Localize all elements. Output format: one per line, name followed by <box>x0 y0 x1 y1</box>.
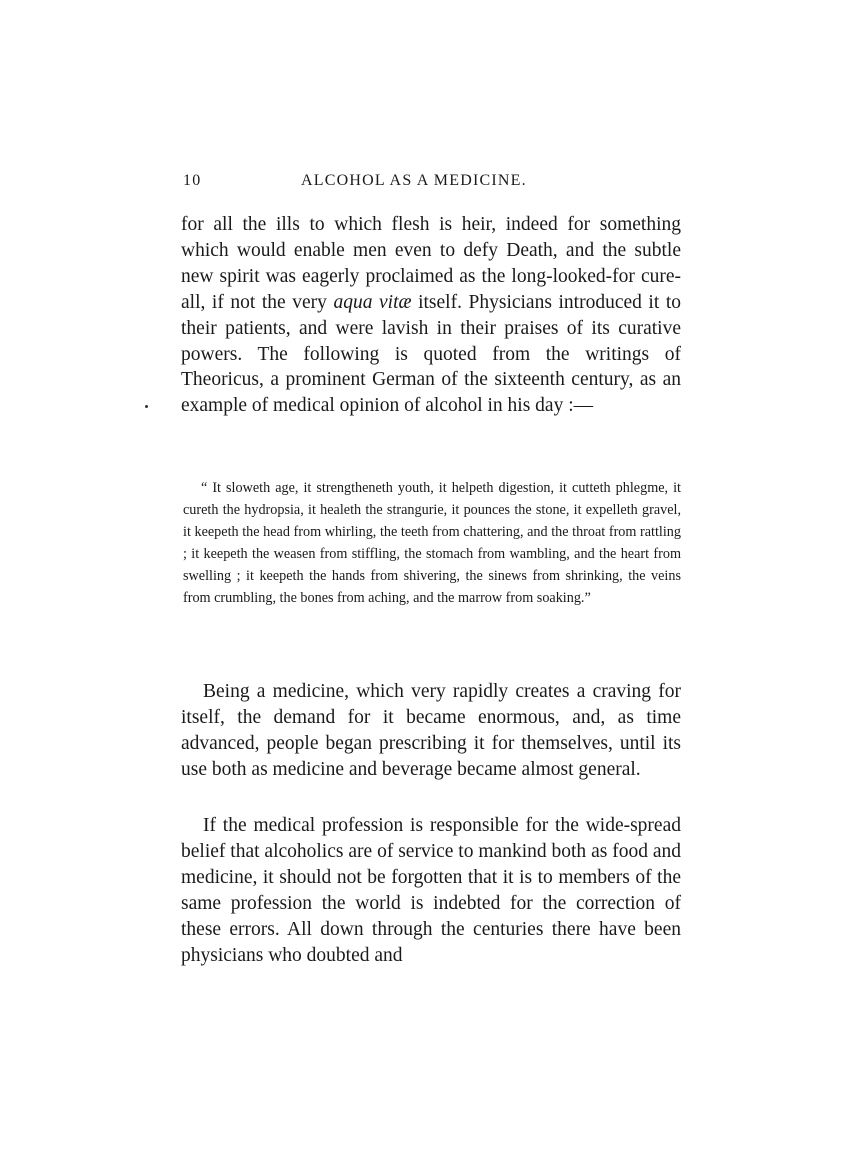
block-quote: “ It sloweth age, it strengtheneth youth, it helpeth digestion, it cutteth phlegme, it cureth the hydropsia, it healeth the strangurie, it pounces the stone, it expelleth gravel, it keepeth the head from whirling, the teeth from chattering, and the throat from rattling ; it keepeth the weasen from stiffling, the stomach from wambling, and the heart from swelling ; it keepeth the hands from shivering, the sinews from shrinking, the veins from crumbling, the bones from aching, and the marrow from soaking.” <box>183 480 681 606</box>
paragraph-continued <box>181 212 681 419</box>
page-number: 10 <box>183 172 202 189</box>
margin-mark <box>145 405 148 408</box>
running-title: ALCOHOL AS A MEDICINE. <box>301 172 527 189</box>
paragraph-text-start: for all the ills to which flesh is heir, indeed for something which would enable men even to defy Death, and the subtle new spirit was eagerly proclaimed as the long-looked-for cure-all, if not the very <box>181 214 681 313</box>
paragraph-medicine-craving: Being a medicine, which very rapidly creates a craving for itself, the demand for it became enormous, and, as time advanced, people began prescribing it for themselves, until its use both as medicine and beverage became almost general. <box>181 681 681 780</box>
italic-phrase: aqua vitæ <box>333 291 412 313</box>
paragraph-medical-profession: If the medical profession is responsible for the wide-spread belief that alcoholics are of service to mankind both as food and medicine, it should not be forgotten that it is to members of the same profession the world is indebted for the correction of these errors. All down through the centuries there have been physicians who doubted and <box>181 815 681 966</box>
paragraph-text-end: itself. Physicians introduced it to their patients, and were lavish in their praises of its curative powers. The following is quoted from the writings of Theoricus, a prominent German of the sixteenth century, as an example of medical opinion of alcohol in his day :— <box>181 291 681 417</box>
running-head <box>183 172 683 194</box>
